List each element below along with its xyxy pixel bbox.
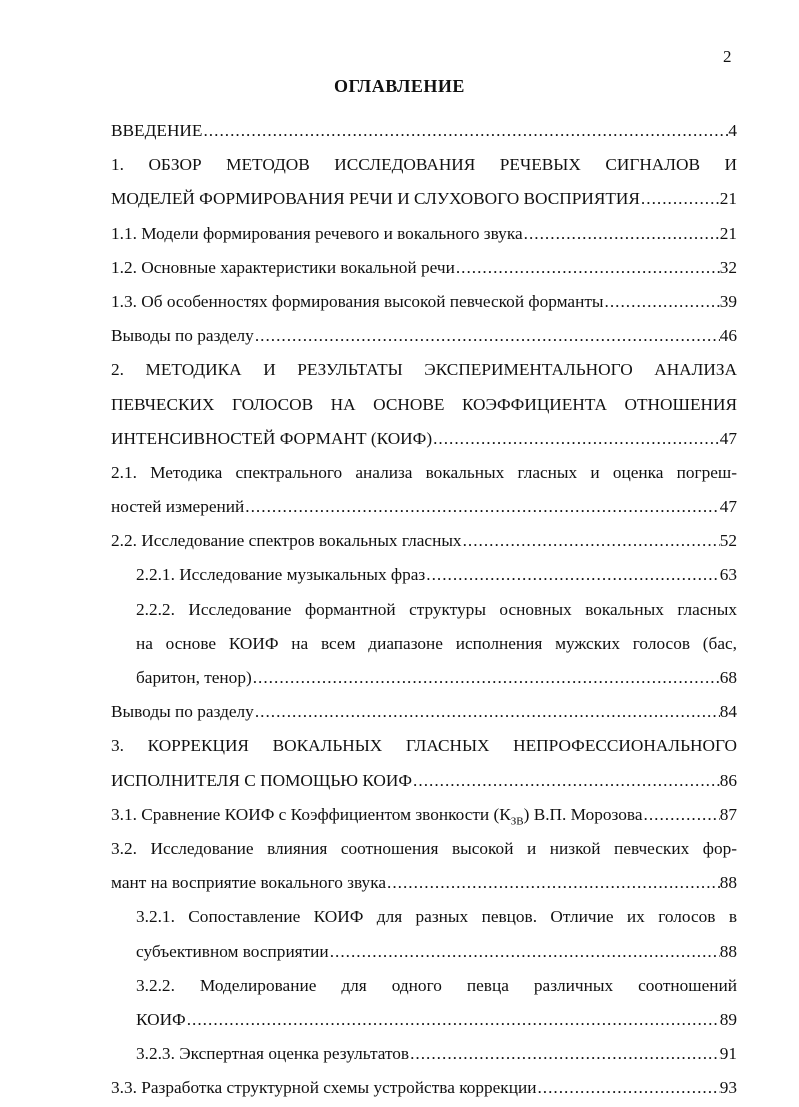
toc-entry-text	[136, 1039, 409, 1069]
dot-leader	[455, 253, 720, 283]
toc-entry-text	[111, 184, 640, 214]
toc-entry-text-main: 1.2. Основные характеристики вокальной речи	[111, 257, 455, 277]
toc-page-number: 63	[719, 565, 737, 585]
page-title: ОГЛАВЛЕНИЕ	[334, 76, 465, 96]
dot-leader	[523, 219, 720, 249]
toc-entry-text	[136, 560, 425, 590]
toc-entry-line: на основе КОИФ на всем диапазоне исполнения мужских голосов (бас,	[136, 633, 737, 653]
toc-entry-text	[111, 800, 643, 836]
toc-entry-line: 2. МЕТОДИКА И РЕЗУЛЬТАТЫ ЭКСПЕРИМЕНТАЛЬНОГО АНАЛИЗА	[111, 360, 737, 380]
dot-leader	[643, 800, 720, 830]
toc-entry-line: 3. КОРРЕКЦИЯ ВОКАЛЬНЫХ ГЛАСНЫХ НЕПРОФЕССИОНАЛЬНОГО	[111, 736, 737, 756]
toc-entry-title	[136, 663, 737, 697]
toc-entry-line: 2.1. Методика спектрального анализа вокальных гласных и оценка погреш-	[111, 462, 737, 482]
toc-entry-text-main: 2.2.1. Исследование музыкальных фраз	[136, 565, 426, 585]
toc-entry-text-main: МОДЕЛЕЙ ФОРМИРОВАНИЯ РЕЧИ И СЛУХОВОГО ВОСПРИЯТИЯ	[111, 189, 640, 209]
dot-leader	[536, 1073, 719, 1103]
toc-entry-text-main: Выводы по разделу	[111, 326, 254, 346]
toc-entry-subscript: ЗВ	[510, 815, 524, 828]
toc-entry-text	[136, 663, 252, 693]
toc-page-number: 88	[719, 873, 737, 893]
toc-entry-title	[111, 321, 737, 355]
toc-entry	[111, 1073, 737, 1107]
dot-leader	[604, 287, 720, 317]
toc-entry-line: 3.2.2. Моделирование для одного певца различных соотношений	[136, 975, 737, 995]
toc-entry-title	[111, 424, 737, 458]
toc-entry-text	[111, 697, 254, 727]
toc-page-number: 32	[719, 257, 737, 277]
toc-entry-title	[111, 766, 737, 800]
dot-leader	[244, 492, 719, 522]
toc-entry	[111, 355, 737, 458]
toc-entry	[111, 834, 737, 902]
toc-entry-text-main: Выводы по разделу	[111, 702, 254, 722]
toc-entry-text-main: 1.1. Модели формирования речевого и вокального звука	[111, 223, 523, 243]
toc-entry-text-main: 3.3. Разработка структурной схемы устройства коррекции	[111, 1078, 537, 1098]
toc-entry-title	[111, 800, 737, 834]
toc-page-number: 21	[719, 223, 737, 243]
toc-entry-title	[111, 526, 737, 560]
toc-page-number: 93	[719, 1078, 737, 1098]
toc-page-number: 87	[719, 804, 737, 824]
toc-entry-text-main: КОИФ	[136, 1009, 186, 1029]
toc-entry-title	[111, 219, 737, 253]
dot-leader	[186, 1005, 720, 1035]
toc-page-number: 91	[719, 1044, 737, 1064]
dot-leader	[412, 766, 720, 796]
dot-leader	[386, 868, 720, 898]
toc-entry-text-main: ИНТЕНСИВНОСТЕЙ ФОРМАНТ (КОИФ)	[111, 428, 433, 448]
dot-leader	[254, 697, 720, 727]
toc-entry-title	[111, 1073, 737, 1107]
toc-entry-text-main: ностей измерений	[111, 497, 245, 517]
dot-leader	[329, 937, 720, 967]
toc-entry-text-main: 2.2. Исследование спектров вокальных гласных	[111, 531, 462, 551]
toc-entry	[111, 731, 737, 799]
toc-entry-title	[111, 253, 737, 287]
dot-leader	[202, 116, 728, 146]
toc-entry	[111, 800, 737, 834]
toc-entry	[111, 150, 737, 218]
toc-entry-title	[136, 560, 737, 594]
toc-page-number: 52	[719, 531, 737, 551]
toc-entry-text-tail: ) В.П. Морозова	[523, 804, 643, 824]
toc-entry-line: 3.2.1. Сопоставление КОИФ для разных певцов. Отличие их голосов в	[136, 907, 737, 927]
toc-entry-title	[111, 868, 737, 902]
toc-entry-text	[136, 937, 329, 967]
dot-leader	[409, 1039, 720, 1069]
toc-entry-title	[136, 937, 737, 971]
toc-entry-title	[111, 492, 737, 526]
toc-entry-text-main: ИСПОЛНИТЕЛЯ С ПОМОЩЬЮ КОИФ	[111, 770, 413, 790]
toc-page-number: 84	[719, 702, 737, 722]
toc-entry	[136, 1039, 737, 1073]
toc-entry	[136, 971, 737, 1039]
toc-entry-text	[111, 321, 254, 351]
toc-entry-text-main: баритон, тенор)	[136, 668, 252, 687]
toc-page-number: 21	[719, 189, 737, 209]
toc-entry-text-main: мант на восприятие вокального звука	[111, 873, 386, 893]
toc-entry-text	[111, 1073, 536, 1103]
toc-entry-title	[111, 184, 737, 218]
toc-entry-text	[111, 253, 455, 283]
toc-entry-title	[111, 116, 737, 150]
dot-leader	[254, 321, 720, 351]
toc-entry-text	[111, 116, 202, 146]
toc-entry-text	[111, 526, 462, 556]
dot-leader	[462, 526, 720, 556]
toc-entry	[111, 458, 737, 526]
toc-page-number: 68	[719, 668, 737, 687]
toc-entry	[111, 697, 737, 731]
toc-entry	[111, 287, 737, 321]
toc-page-number: 89	[719, 1009, 737, 1029]
toc-entry-title	[111, 697, 737, 731]
toc-entry-text-main: ВВЕДЕНИЕ	[111, 121, 203, 140]
toc-entry-text	[136, 1005, 186, 1035]
toc-entry-title	[136, 1039, 737, 1073]
toc-entry	[111, 253, 737, 287]
toc-entry	[136, 560, 737, 594]
toc-page-number: 88	[719, 941, 737, 961]
dot-leader	[640, 184, 720, 214]
toc-page-number: 47	[719, 497, 737, 517]
dot-leader	[432, 424, 720, 454]
toc-page-number: 86	[719, 770, 737, 790]
toc-entry-text	[111, 219, 523, 249]
toc-entry	[136, 902, 737, 970]
toc-entry-text	[111, 424, 432, 454]
table-of-contents	[111, 116, 737, 1107]
toc-page-number: 4	[728, 121, 737, 140]
toc-entry-line: 2.2.2. Исследование формантной структуры основных вокальных гласных	[136, 599, 737, 619]
toc-entry	[111, 321, 737, 355]
toc-entry-text	[111, 766, 412, 796]
toc-entry	[111, 526, 737, 560]
toc-entry	[111, 116, 737, 150]
toc-entry-text	[111, 868, 386, 898]
toc-entry	[136, 595, 737, 698]
toc-page-number: 39	[719, 291, 737, 311]
toc-entry-line: 1. ОБЗОР МЕТОДОВ ИССЛЕДОВАНИЯ РЕЧЕВЫХ СИГНАЛОВ И	[111, 155, 737, 175]
toc-entry-text	[111, 492, 244, 522]
dot-leader	[252, 663, 720, 693]
toc-entry-text-main: 3.2.3. Экспертная оценка результатов	[136, 1044, 410, 1064]
toc-entry-text-main: 1.3. Об особенностях формирования высокой певческой форманты	[111, 291, 604, 311]
toc-page-number: 46	[719, 326, 737, 346]
toc-page-number: 47	[719, 428, 737, 448]
toc-entry-line: 3.2. Исследование влияния соотношения высокой и низкой певческих фор-	[111, 838, 737, 858]
toc-entry-text-main: 3.1. Сравнение КОИФ с Коэффициентом звонкости (К	[111, 804, 511, 824]
toc-entry-text-main: субъективном восприятии	[136, 941, 329, 961]
dot-leader	[425, 560, 719, 590]
page-number: 2	[723, 47, 732, 66]
toc-entry-title	[111, 287, 737, 321]
toc-entry-title	[136, 1005, 737, 1039]
toc-entry	[111, 219, 737, 253]
toc-entry-line: ПЕВЧЕСКИХ ГОЛОСОВ НА ОСНОВЕ КОЭФФИЦИЕНТА ОТНОШЕНИЯ	[111, 394, 737, 414]
toc-entry-text	[111, 287, 604, 317]
